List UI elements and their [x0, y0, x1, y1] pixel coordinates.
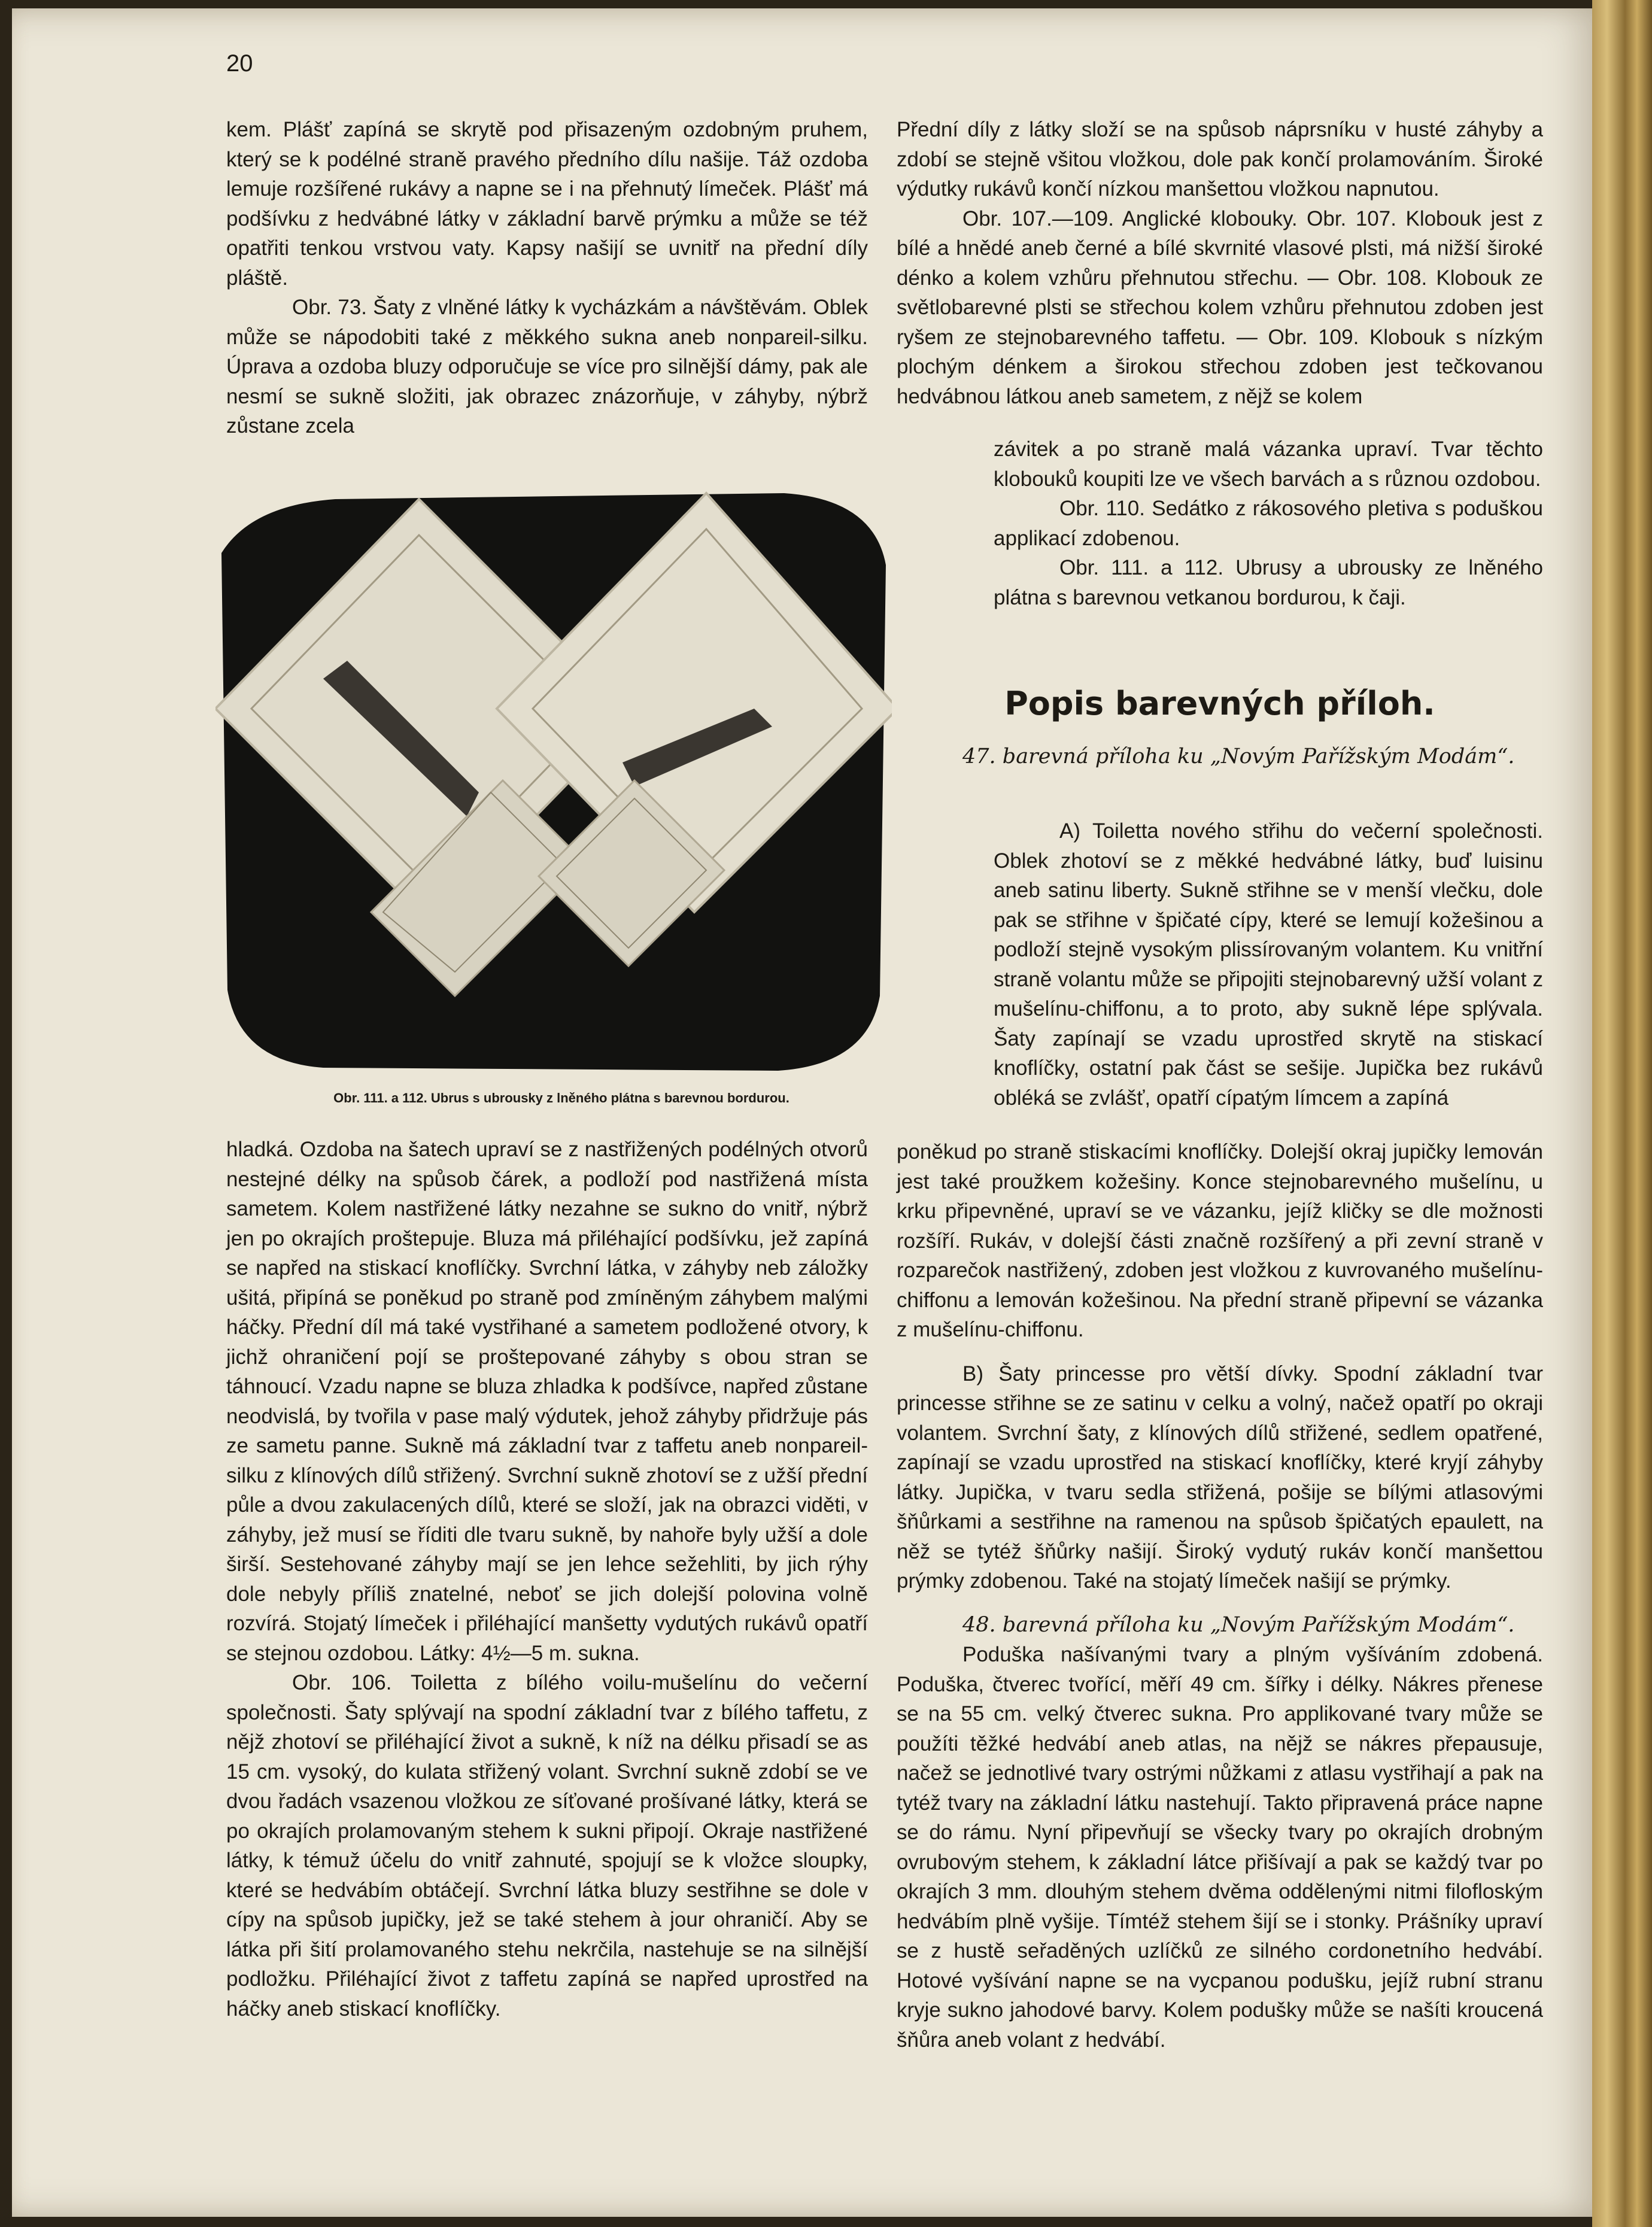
paragraph: hladká. Ozdoba na šatech upraví se z nastřižených podélných otvorů nestejné délky na spůsob čárek, a podloží pod nastřižená místa sametem. Kolem nastřižené látky nezahne se sukno do vnitř, nýbrž jen po okrajích proštepuje. Bluza má přiléhající podšívku, jež zapíná se napřed na stiskací knoflíčky. Svrchní látka, v záhyby neb záložky ušitá, připíná se poněkud po straně pod zmíněným záhybem malými háčky. Přední díl má také vystřihané a sametem podložené otvory, k jichž ohraničení pojí se proštepované záhyby s obou stran se táhnoucí. Vzadu napne se bluza zhladka k podšívce, napřed zůstane neodvislá, by tvořila v pase malý výdutek, jehož záhyby přidržuje pás ze sametu panne. Sukně má základní tvar z taffetu aneb nonpareil-silku z klínových dílů střižený. Svrchní sukně zhotoví se z užší přední půle a dvou zakulacených dílů, které se složí, jak na obrazci viděti, v záhyby, jež musí se říditi dle tvaru sukně, by nahoře byly užší a dole širší. Sestehované záhyby mají se jen lehce sežehliti, by jich rýhy dole nebyly příliš znatelné, neboť se jich dolejší polovina volně rozvírá. Stojatý límeček i přiléhající manšetty vydutých rukávů opatří se stejnou ozdobou. Látky: 4½—5 m. sukna.: [226, 1138, 868, 1665]
page-number: 20: [226, 50, 253, 77]
paragraph: Obr. 107.—109. Anglické klobouky. Obr. 107. Klobouk jest z bílé a hnědé aneb černé a bílé skvrnité vlasové plsti, má nižší široké dénko a kolem vzhůru přehnutou střechu. — Obr. 108. Klobouk ze světlobarevné plsti se střechou kolem vzhůru přehnutou zdoben jest ryšem ze stejnobarevného taffetu. — Obr. 109. Klobouk s nízkým plochým dénkem a širokou střechou zdoben jest tečkovanou hedvábnou látkou aneb sametem, z nějž se kolem: [897, 206, 1543, 408]
paragraph: závitek a po straně malá vázanka upraví. Tvar těchto klobouků koupiti lze ve všech barvách a s různou ozdobou.: [994, 437, 1543, 491]
supplement-48-title: 48. barevná příloha ku „Novým Pařížským Modám“.: [962, 1612, 1515, 1637]
right-column-top: [897, 115, 1543, 411]
supplement-47-title: 47. barevná příloha ku „Novým Pařížským Modám“.: [962, 745, 1515, 768]
supplement-47-title-block: [897, 742, 1543, 772]
paragraph: poněkud po straně stiskacími knoflíčky. Dolejší okraj jupičky lemován jest také proužkem kožešiny. Konce stejnobarevného mušelínu, u krku připevněné, upraví se ve vázanku, jejíž kličky se dle možnosti rozšíří. Rukáv, v dolejší části značně rozšířený a při zevní straně v rozparečok nastřižený, zdoben jest vložkou z kuvrovaného mušelínu-chiffonu a lemován kožešinou. Na přední straně připevní se vázanka z mušelínu-chiffonu.: [897, 1140, 1543, 1341]
paragraph: Poduška našívanými tvary a plným vyšíváním zdobená. Poduška, čtverec tvořící, měří 49 cm. šířky i délky. Nákres přenese se na 55 cm. velký čtverec sukna. Pro applikované tvary může se použíti těžké hedvábí aneb atlas, na nějž se nákres přepausuje, načež se jednotlivé tvary ostrými nůžkami z atlasu vystřihají a pak na tytéž tvary na základní látku nastehují. Takto připravená práce napne se do rámu. Nyní připevňují se všecky tvary po okrajích drobným ovrubovým stehem, k základní látce přišívají a pak se každý tvar po okrajích 3 mm. dlouhým stehem dvěma oddělenými nitmi filofloským hedvábím plně vyšije. Tímtéž stehem šijí se i stonky. Prášníky upraví se z hustě seřaděných uzlíčků ze silného cordonetního hedvábí. Hotové vyšívání napne se na vycpanou podušku, jejíž rubní stranu kryje sukno jahodové barvy. Kolem podušky může se našíti kroucená šňůra aneb volant z hedvábí.: [897, 1643, 1543, 2052]
page: [12, 8, 1604, 2217]
section-heading: Popis barevných příloh.: [1004, 685, 1435, 722]
paragraph: Obr. 110. Sedátko z rákosového pletiva s poduškou applikací zdobenou.: [994, 497, 1543, 550]
right-a-narrow: [994, 816, 1543, 1113]
right-a-wide: [897, 1137, 1543, 2055]
figure-caption: Obr. 111. a 112. Ubrus s ubrousky z lněného plátna s barevnou bordurou.: [333, 1090, 789, 1105]
tablecloth-figure: [215, 481, 892, 1074]
paragraph: Obr. 111. a 112. Ubrusy a ubrousky ze lněného plátna s barevnou vetkanou bordurou, k čaji.: [994, 556, 1543, 609]
right-column-narrow: [994, 435, 1543, 612]
paragraph: Obr. 73. Šaty z vlněné látky k vycházkám a návštěvám. Oblek může se nápodobiti také z měkkého sukna aneb nonpareil-silku. Úprava a ozdoba bluzy odporučuje se více pro silnější dámy, pak ale nesmí se sukně složiti, jak obrazec znázorňuje, v záhyby, nýbrž zůstane zcela: [226, 296, 868, 437]
paragraph: kem. Plášť zapíná se skrytě pod přisazeným ozdobným pruhem, který se k podélné straně pravého předního dílu našije. Táž ozdoba lemuje rozšířené rukávy a napne se i na přehnutý límeček. Plášť má podšívku z hedvábné látky v základní barvě prýmku a může se též opatřiti tenkou vrstvou vaty. Kapsy našijí se uvnitř na přední díly pláště.: [226, 118, 868, 290]
book-spine: [1592, 0, 1652, 2227]
paragraph: A) Toiletta nového střihu do večerní společnosti. Oblek zhotoví se z měkké hedvábné látky, buď luisinu aneb satinu liberty. Sukně střihne se v menší vlečku, dole pak se střihne v špičaté cípy, které se lemují kožešinou a podloží stejně vysokým plissírovaným volantem. Ku vnitřní straně volantu může se připojiti stejnobarevný užší volant z mušelínu-chiffonu, a to proto, aby sukně lépe splývala. Šaty zapínají se vzadu uprostřed skrytě na stiskací knoflíčky, ostatní pak část se sešije. Jupička bez rukávů obléká se zvlášť, opatří cípatým límcem a zapíná: [994, 819, 1543, 1110]
paragraph: Obr. 106. Toiletta z bílého voilu-mušelínu do večerní společnosti. Šaty splývají na spodní základní tvar z bílého taffetu, z nějž zhotoví se přiléhající život a sukně, k níž na délku přisadí se as 15 cm. vysoký, do kulata střižený volant. Svrchní sukně zdobí se ve dvou řadách vsazenou vložkou ze síťované prošívané látky, která se po okrajích prolamovaným stehem k sukni připojí. Okraje nastřižené látky, k témuž účelu do vnitř zahnuté, spojují se k vložce sloupky, které se hedvábím obtáčejí. Svrchní látka bluzy sestřihne se dole v cípy na spůsob jupičky, jež se také stehem à jour ohraničí. Aby se látka při šití prolamovaného stehu nekrčila, nastehuje se na silnější podložku. Přiléhající život z taffetu zapíná se napřed uprostřed na háčky aneb stiskací knoflíčky.: [226, 1671, 868, 2021]
left-column-bottom: [226, 1135, 868, 2024]
left-column-top: [226, 115, 868, 441]
paragraph: B) Šaty princesse pro větší dívky. Spodní základní tvar princesse střihne se ze satinu v celku a volný, načež opatří po okraji volantem. Svrchní šaty, z klínových dílů střižené, sedlem opatřené, zapínají se vzadu uprostřed na stiskací knoflíčky, které kryjí záhyby látky. Jupička, v tvaru sedla střižená, pošije se bílými atlasovými šňůrkami a sestřihne na ramenou na spůsob špičatých epaulett, na něž se tytéž šňůrky našijí. Široký vydutý rukáv končí manšettou prýmky zdobenou. Také na stojatý límeček našijí se prýmky.: [897, 1362, 1543, 1593]
paragraph: Přední díly z látky složí se na spůsob náprsníku v husté záhyby a zdobí se stejně všitou vložkou, dole pak končí prolamováním. Široké výdutky rukávů končí nízkou manšettou vložkou napnutou.: [897, 118, 1543, 200]
